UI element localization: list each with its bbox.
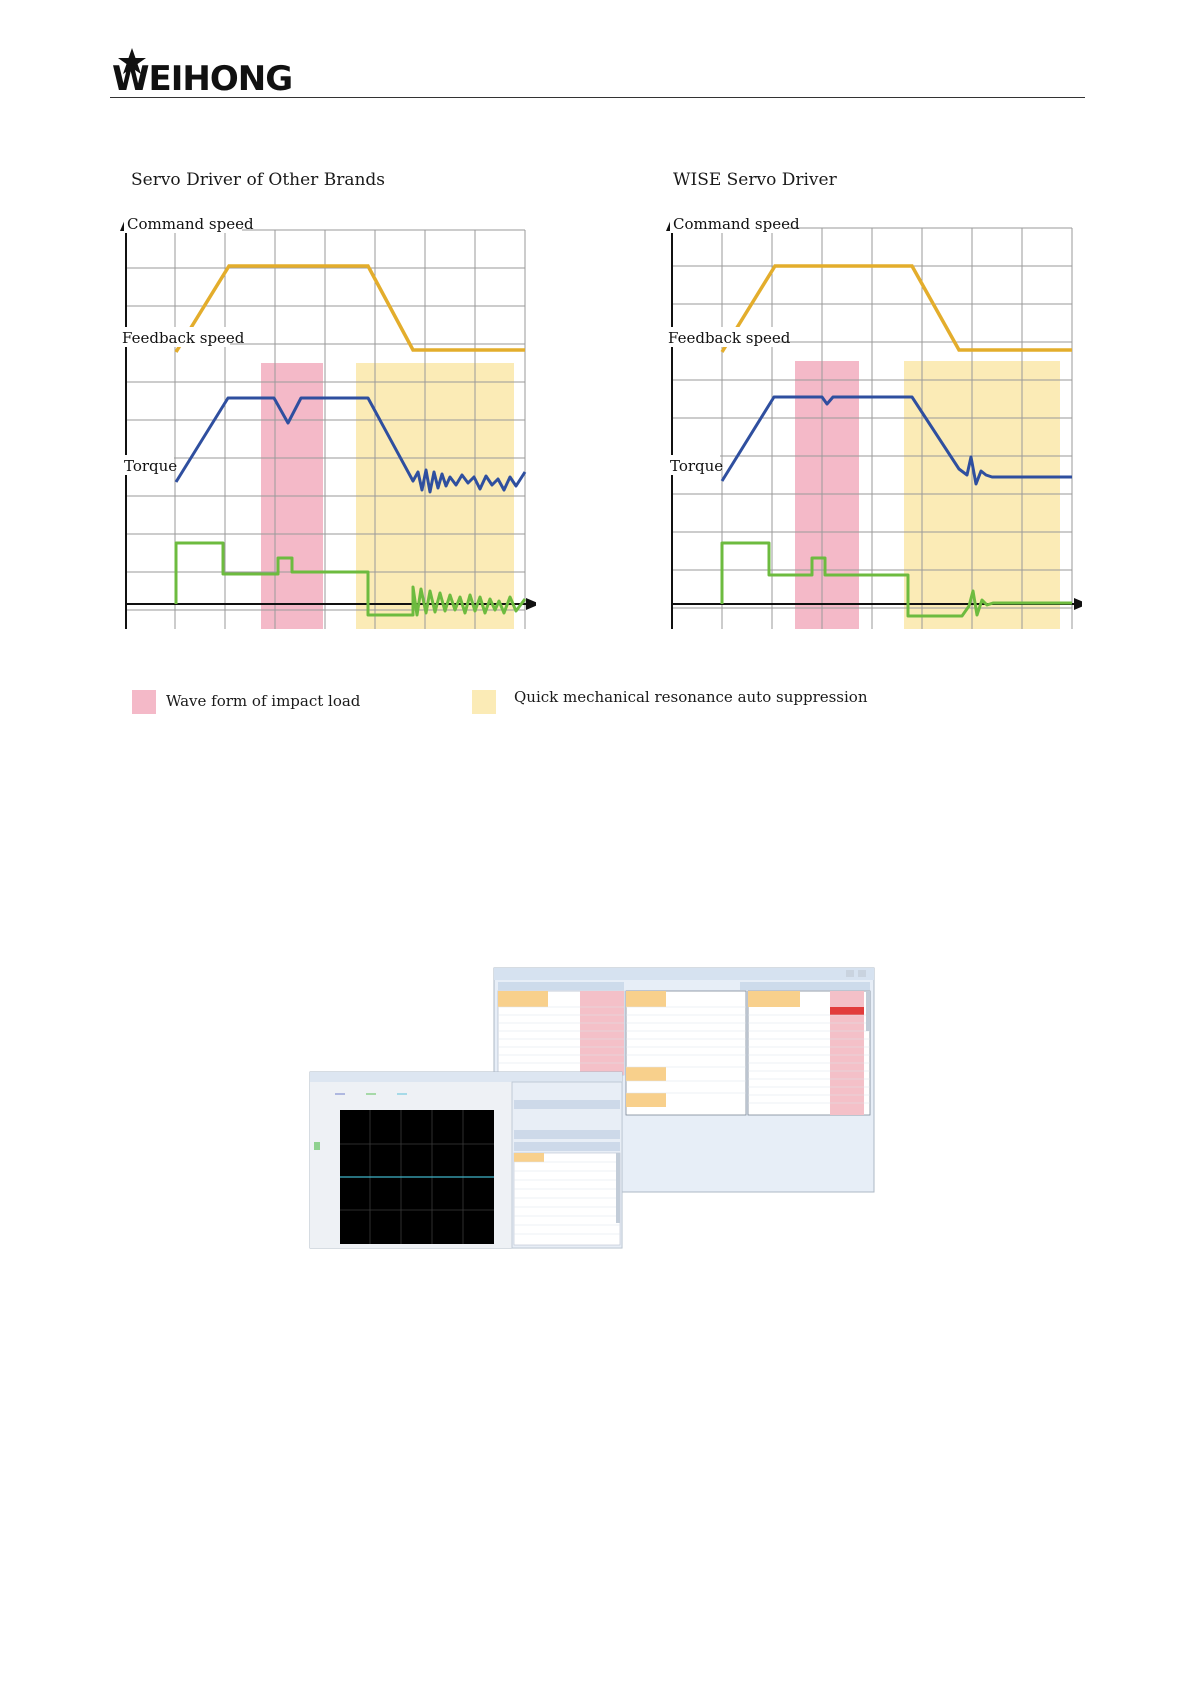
- label-feedback-speed: Feedback speed: [122, 329, 245, 347]
- label-command-speed: Command speed: [127, 215, 254, 233]
- chart-title-wise: WISE Servo Driver: [673, 170, 837, 190]
- legend-label-resonance: Quick mechanical resonance auto suppression: [514, 688, 868, 706]
- label-torque: Torque: [670, 457, 724, 475]
- monitor-window: [494, 968, 874, 1192]
- oscilloscope-window: [310, 1072, 622, 1248]
- chart-title-other-brands: Servo Driver of Other Brands: [131, 170, 386, 190]
- impact-band: [795, 361, 859, 629]
- chart-other-brands: [116, 215, 536, 633]
- label-command-speed: Command speed: [673, 215, 800, 233]
- header-rule: [110, 97, 1085, 98]
- legend-swatch-resonance: [472, 690, 496, 714]
- weihong-logo: [110, 44, 310, 96]
- chart-wise: [662, 213, 1082, 633]
- brand-name: WEIHONG: [112, 59, 293, 96]
- resonance-band: [904, 361, 1060, 629]
- legend-swatch-impact: [132, 690, 156, 714]
- label-feedback-speed: Feedback speed: [668, 329, 791, 347]
- legend-label-impact: Wave form of impact load: [166, 692, 361, 710]
- label-torque: Torque: [124, 457, 178, 475]
- x-axis-arrow: [1074, 598, 1082, 610]
- x-axis-arrow: [526, 598, 536, 610]
